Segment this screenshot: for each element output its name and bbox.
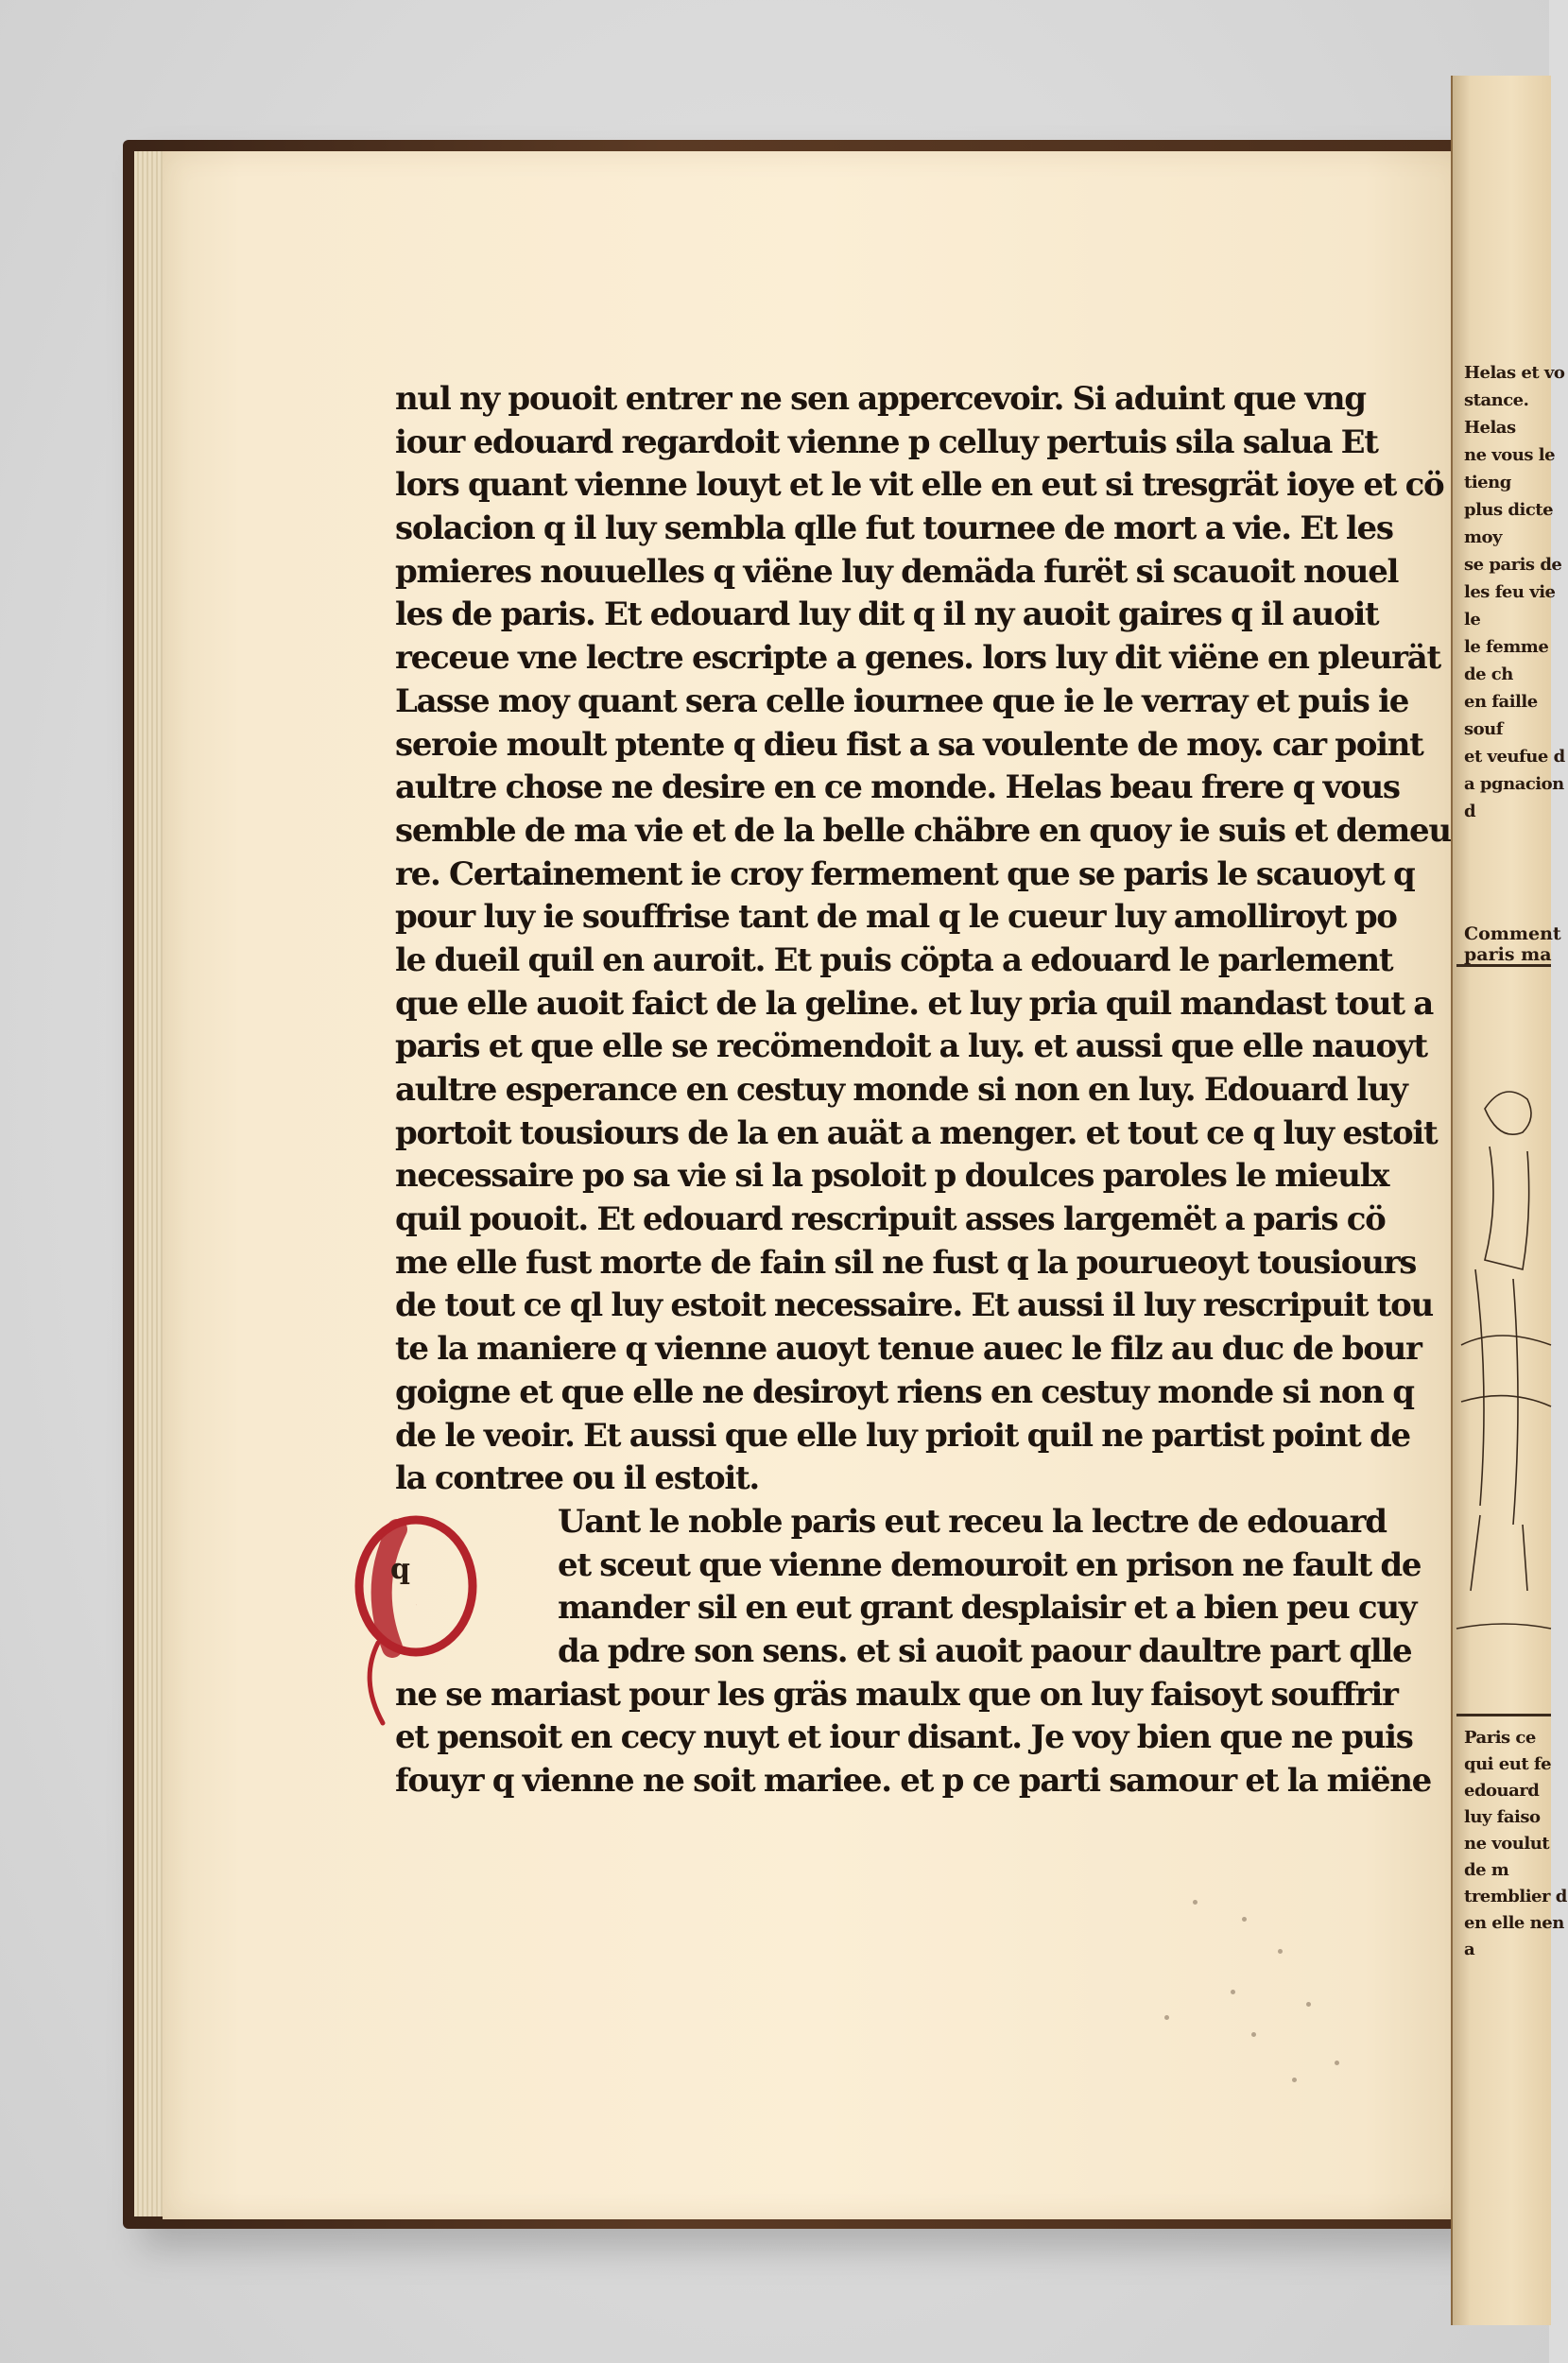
text-line: lors quant vienne louyt et le vit elle en eut si tresgrät ioye et cö xyxy=(395,466,1444,505)
facing-line: ne voulut de m xyxy=(1464,1834,1550,1880)
facing-line: tremblier d xyxy=(1464,1887,1567,1906)
text-line: la contree ou il estoit. xyxy=(395,1459,759,1498)
facing-line: Paris ce qui eut fe xyxy=(1464,1728,1552,1774)
text-line: goigne et que elle ne desiroyt riens en cestuy monde si non q xyxy=(395,1372,1414,1411)
text-line: receue vne lectre escripte a genes. lors luy dit viëne en pleurät xyxy=(395,639,1440,678)
facing-line: stance. Helas xyxy=(1464,390,1529,438)
text-line: les de paris. Et edouard luy dit q il ny auoit gaires q il auoit xyxy=(395,595,1379,634)
guide-letter: q xyxy=(390,1553,410,1586)
text-line: nul ny pouoit entrer ne sen appercevoir. Si aduint que vng xyxy=(395,380,1366,418)
text-line: de le veoir. Et aussi que elle luy prioit quil ne partist point de xyxy=(395,1416,1410,1455)
facing-line: Helas et vo xyxy=(1464,363,1565,383)
text-line: aultre chose ne desire en ce monde. Helas beau frere q vous xyxy=(395,768,1400,807)
text-line: semble de ma vie et de la belle chäbre en quoy ie suis et demeu xyxy=(395,811,1451,850)
facing-line: plus dicte moy xyxy=(1464,500,1554,547)
text-line: et pensoit en cecy nuyt et iour disant. Je voy bien que ne puis xyxy=(395,1718,1413,1757)
facing-line: edouard luy faiso xyxy=(1464,1781,1541,1827)
facing-woodcut-caption: Comment paris ma xyxy=(1464,923,1561,965)
text-line: ne se mariast pour les gräs maulx que on luy faisoyt souffrir xyxy=(395,1675,1398,1714)
facing-line: en elle nen a xyxy=(1464,1913,1564,1959)
facing-page xyxy=(1451,76,1567,2325)
facing-line: et veufue d xyxy=(1464,747,1565,767)
text-line: que elle auoit faict de la geline. et luy pria quil mandast tout a xyxy=(395,984,1434,1023)
facing-line: le femme de ch xyxy=(1464,637,1549,684)
text-line: necessaire po sa vie si la psoloit p doulces paroles le mieulx xyxy=(395,1157,1389,1196)
text-line: pour luy ie souffrise tant de mal q le cueur luy amolliroyt po xyxy=(395,898,1397,937)
text-line: me elle fust morte de fain sil ne fust q la pourueoyt tousiours xyxy=(395,1243,1417,1282)
facing-line: se paris de xyxy=(1464,555,1562,575)
facing-text-upper xyxy=(1464,359,1568,825)
facing-text-lower xyxy=(1464,1725,1568,1963)
text-line: paris et que elle se recömendoit a luy. et aussi que elle nauoyt xyxy=(395,1027,1427,1066)
text-line: Lasse moy quant sera celle iournee que ie le verray et puis ie xyxy=(395,681,1409,720)
text-line: de tout ce ql luy estoit necessaire. Et aussi il luy rescripuit tou xyxy=(395,1286,1433,1325)
text-line: portoit tousiours de la en auät a menger. et tout ce q luy estoit xyxy=(395,1113,1438,1152)
text-line: fouyr q vienne ne soit mariee. et p ce parti samour et la miëne xyxy=(395,1762,1431,1800)
facing-line: en faille souf xyxy=(1464,692,1538,739)
text-line: et sceut que vienne demouroit en prison ne fault de xyxy=(558,1545,1422,1584)
facing-line: ne vous le tieng xyxy=(1464,445,1556,492)
initial-letter: Q xyxy=(416,1605,417,1606)
facing-line: les feu vie le xyxy=(1464,582,1556,630)
text-line: aultre esperance en cestuy monde si non en luy. Edouard luy xyxy=(395,1071,1407,1109)
text-line: mander sil en eut grant desplaisir et a bien peu cuy xyxy=(558,1589,1417,1628)
text-line: da pdre son sens. et si auoit paour daultre part qlle xyxy=(558,1631,1412,1670)
text-line: te la maniere q vienne auoyt tenue auec le filz au duc de bour xyxy=(395,1330,1422,1369)
woodcut-illustration xyxy=(1456,964,1551,1716)
text-line: seroie moult ptente q dieu fist a sa voulente de moy. car point xyxy=(395,725,1423,764)
text-line: le dueil quil en auroit. Et puis cöpta a edouard le parlement xyxy=(395,940,1393,979)
text-block xyxy=(395,378,1451,1803)
text-line: iour edouard regardoit vienne p celluy pertuis sila salua Et xyxy=(395,423,1378,461)
text-line: quil pouoit. Et edouard rescripuit asses largemët a paris cö xyxy=(395,1200,1386,1239)
text-line: solacion q il luy sembla qlle fut tournee de mort a vie. Et les xyxy=(395,509,1393,548)
text-line: re. Certainement ie croy fermement que se paris le scauoyt q xyxy=(395,854,1415,893)
text-line: pmieres nouuelles q viëne luy demäda furët si scauoit nouel xyxy=(395,552,1399,591)
initial-tail xyxy=(370,1643,383,1723)
text-line: Uant le noble paris eut receu la lectre de edouard xyxy=(558,1502,1387,1541)
facing-line: a pgnacion d xyxy=(1464,774,1564,821)
